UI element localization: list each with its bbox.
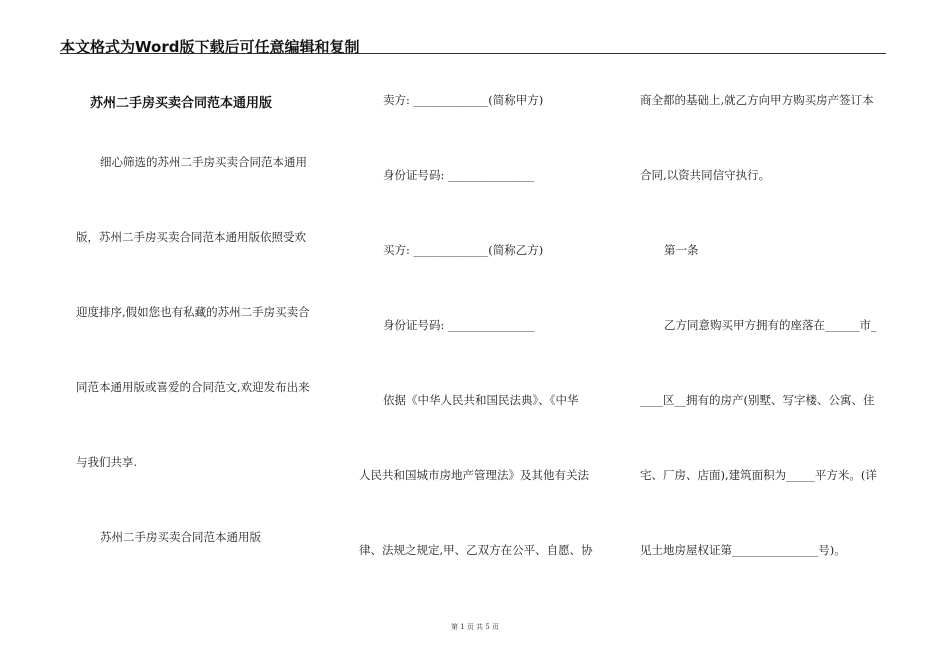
col1-line-5: 与我们共享. <box>76 455 138 469</box>
col3-line-2: 合同,以资共同信守执行。 <box>640 168 771 182</box>
col2-line-3: 买方: _____________(简称乙方) <box>383 243 544 257</box>
page-number: 第 1 页 共 5 页 <box>450 623 500 631</box>
col3-line-3: 第一条 <box>664 243 699 257</box>
col1-line-4: 同范本通用版或喜爱的合同范文,欢迎发布出来 <box>76 380 310 394</box>
col2-line-7: 律、法规之规定,甲、乙双方在公平、自愿、协 <box>359 543 593 557</box>
col1-line-6: 苏州二手房买卖合同范本通用版 <box>100 530 261 544</box>
col2-line-2: 身份证号码: _______________ <box>383 168 535 182</box>
col3-line-5: ____区__拥有的房产(别墅、写字楼、公寓、住 <box>640 393 875 407</box>
col3-line-7: 见土地房屋权证第_______________号)。 <box>640 543 846 557</box>
col1-line-3: 迎度排序,假如您也有私藏的苏州二手房买卖合 <box>76 305 310 319</box>
header-divider <box>60 53 886 54</box>
col1-line-2: 版，苏州二手房买卖合同范本通用版依照受欢 <box>76 230 306 244</box>
col3-line-1: 商全都的基础上,就乙方向甲方购买房产签订本 <box>640 93 874 107</box>
col1-line-1: 细心筛选的苏州二手房买卖合同范本通用 <box>100 155 307 169</box>
col3-line-4: 乙方同意购买甲方拥有的座落在______市_ <box>664 318 877 332</box>
col2-line-6: 人民共和国城市房地产管理法》及其他有关法 <box>359 468 589 482</box>
col3-line-6: 宅、厂房、店面),建筑面积为_____平方米。(详 <box>640 468 877 482</box>
col2-line-5: 依据《中华人民共和国民法典》、《中华 <box>383 393 579 407</box>
col2-line-4: 身份证号码: _______________ <box>383 318 535 332</box>
document-title: 苏州二手房买卖合同范本通用版 <box>90 96 273 111</box>
col2-line-1: 卖方: _____________(简称甲方) <box>383 93 544 107</box>
page-header-title: 本文格式为Word版下载后可任意编辑和复制 <box>60 38 360 56</box>
